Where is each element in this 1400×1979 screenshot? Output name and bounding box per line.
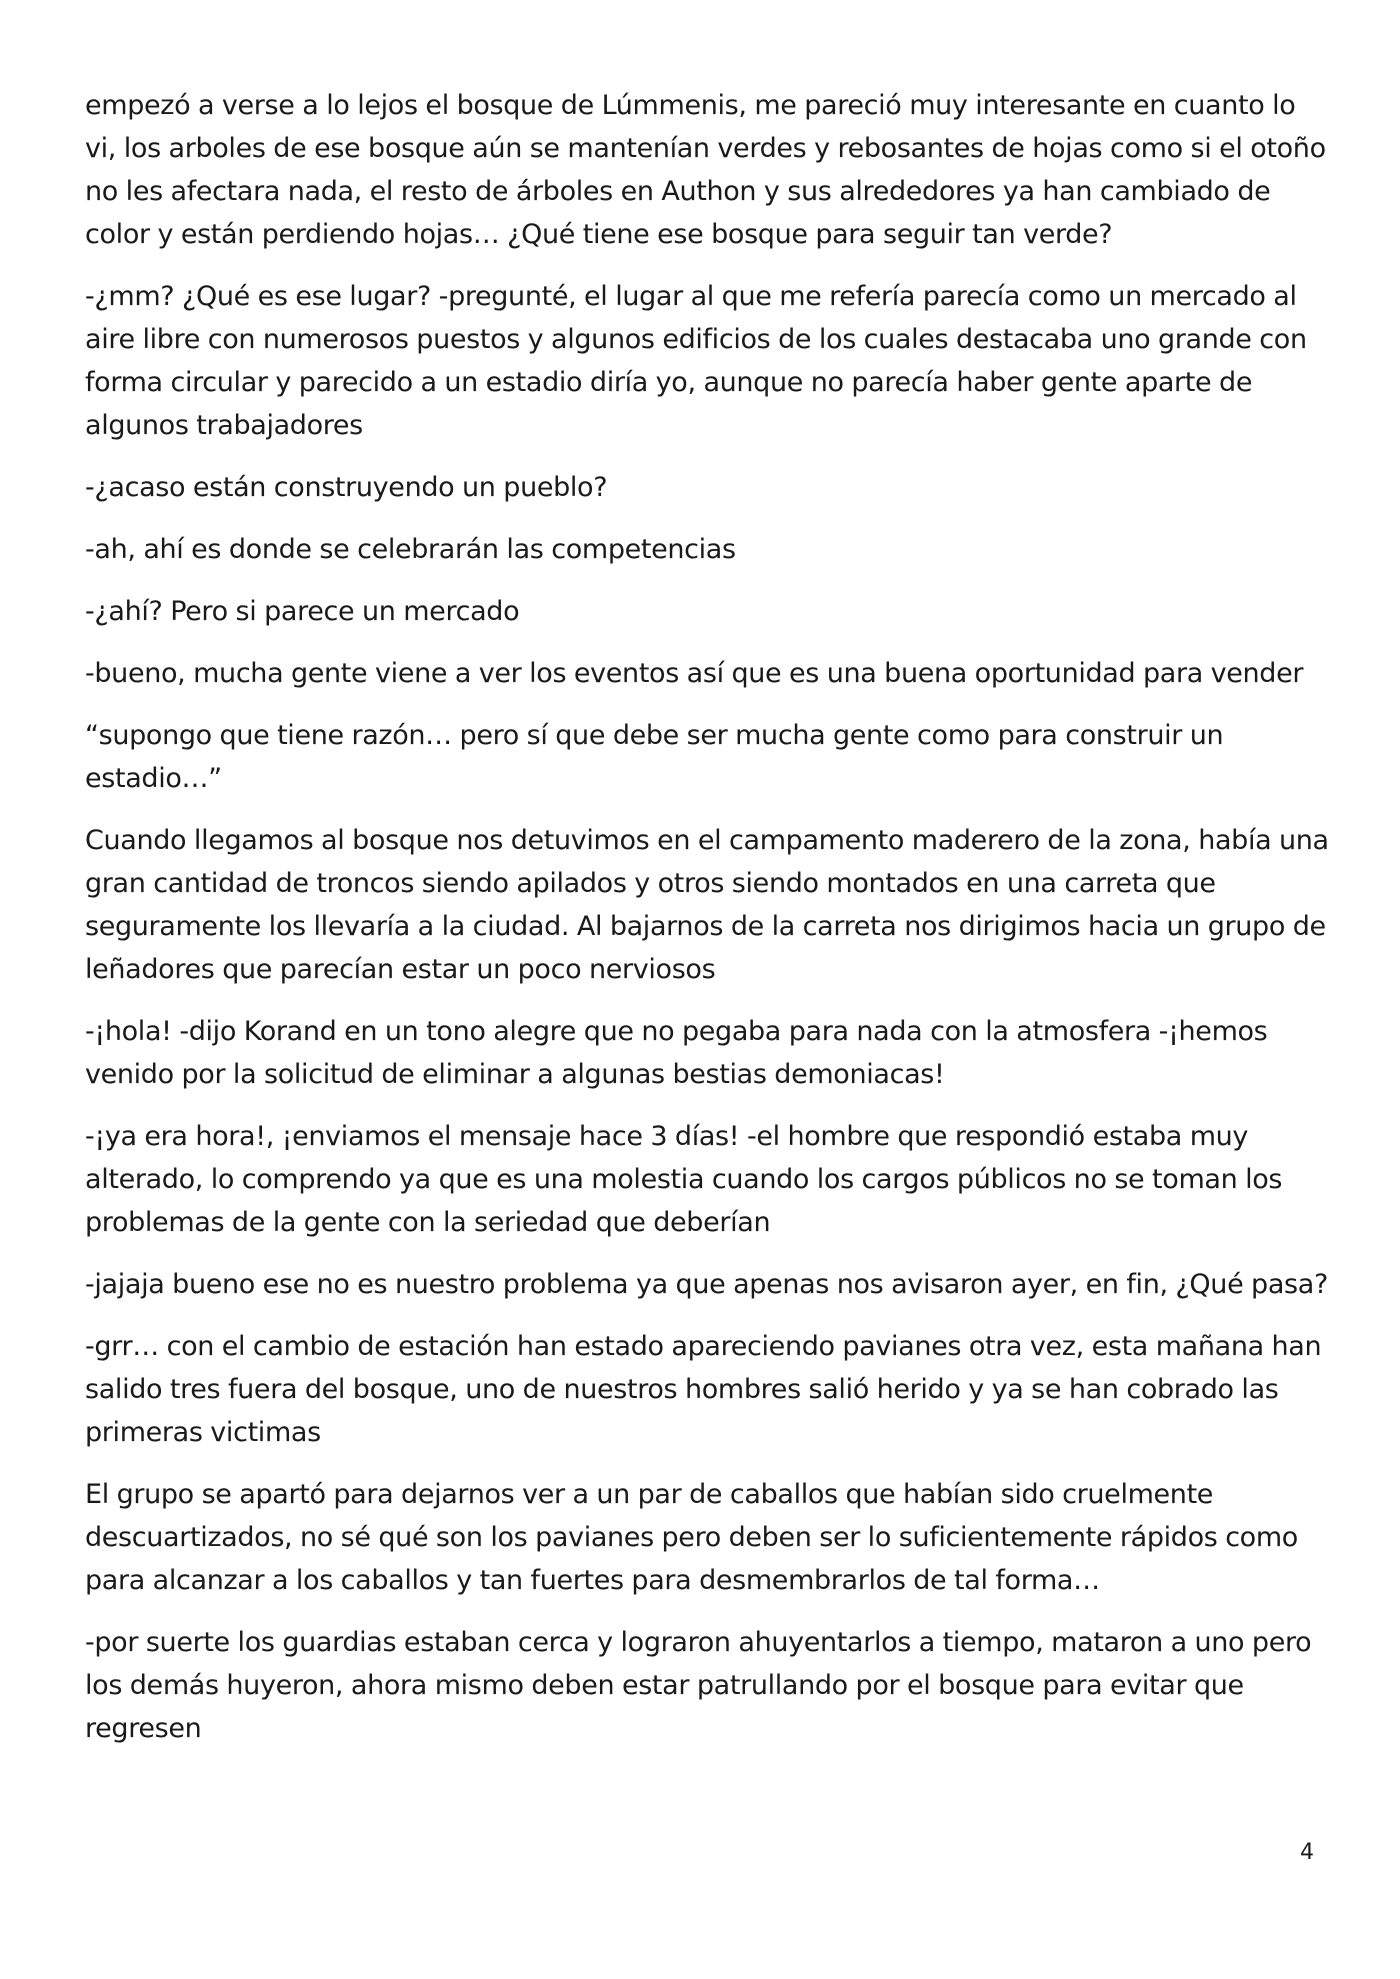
paragraph: “supongo que tiene razón… pero sí que debe ser mucha gente como para construir un estadio…” — [85, 720, 1224, 794]
paragraph: El grupo se apartó para dejarnos ver a un par de caballos que habían sido cruelmente descuartizados, no sé qué son los pavianes pero deben ser lo suficientemente rápidos como para alcanzar a los caballos y tan fuertes para desmembrarlos de tal forma… — [85, 1479, 1298, 1596]
paragraph: -bueno, mucha gente viene a ver los eventos así que es una buena oportunidad para vender — [85, 658, 1304, 689]
paragraph: -ah, ahí es donde se celebrarán las competencias — [85, 534, 736, 565]
paragraph: -jajaja bueno ese no es nuestro problema ya que apenas nos avisaron ayer, en fin, ¿Qué pasa? — [85, 1269, 1328, 1300]
paragraph: empezó a verse a lo lejos el bosque de Lúmmenis, me pareció muy interesante en cuanto lo vi, los arboles de ese bosque aún se mantenían verdes y rebosantes de hojas como si el otoño no les afectara nada, el resto de árboles en Authon y sus alrededores ya han cambiado de color y están perdiendo hojas… ¿Qué tiene ese bosque para seguir tan verde? — [85, 90, 1326, 250]
paragraph: -¿ahí? Pero si parece un mercado — [85, 596, 520, 627]
paragraph: Cuando llegamos al bosque nos detuvimos en el campamento maderero de la zona, había una gran cantidad de troncos siendo apilados y otros siendo montados en una carreta que seguramente los llevaría a la ciudad. Al bajarnos de la carreta nos dirigimos hacia un grupo de leñadores que parecían estar un poco nerviosos — [85, 825, 1329, 985]
page-number: 4 — [1300, 1840, 1314, 1865]
page-body — [85, 84, 1330, 1769]
paragraph: -por suerte los guardias estaban cerca y lograron ahuyentarlos a tiempo, mataron a uno pero los demás huyeron, ahora mismo deben estar patrullando por el bosque para evitar que regresen — [85, 1627, 1312, 1744]
paragraph: -¿acaso están construyendo un pueblo? — [85, 472, 608, 503]
paragraph: -¡hola! -dijo Korand en un tono alegre que no pegaba para nada con la atmosfera -¡hemos venido por la solicitud de eliminar a algunas bestias demoniacas! — [85, 1016, 1268, 1090]
paragraph: -¿mm? ¿Qué es ese lugar? -pregunté, el lugar al que me refería parecía como un mercado al aire libre con numerosos puestos y algunos edificios de los cuales destacaba uno grande con forma circular y parecido a un estadio diría yo, aunque no parecía haber gente aparte de algunos trabajadores — [85, 281, 1307, 441]
paragraph: -¡ya era hora!, ¡enviamos el mensaje hace 3 días! -el hombre que respondió estaba muy alterado, lo comprendo ya que es una molestia cuando los cargos públicos no se toman los problemas de la gente con la seriedad que deberían — [85, 1121, 1283, 1238]
paragraph: -grr… con el cambio de estación han estado apareciendo pavianes otra vez, esta mañana han salido tres fuera del bosque, uno de nuestros hombres salió herido y ya se han cobrado las primeras victimas — [85, 1331, 1322, 1448]
